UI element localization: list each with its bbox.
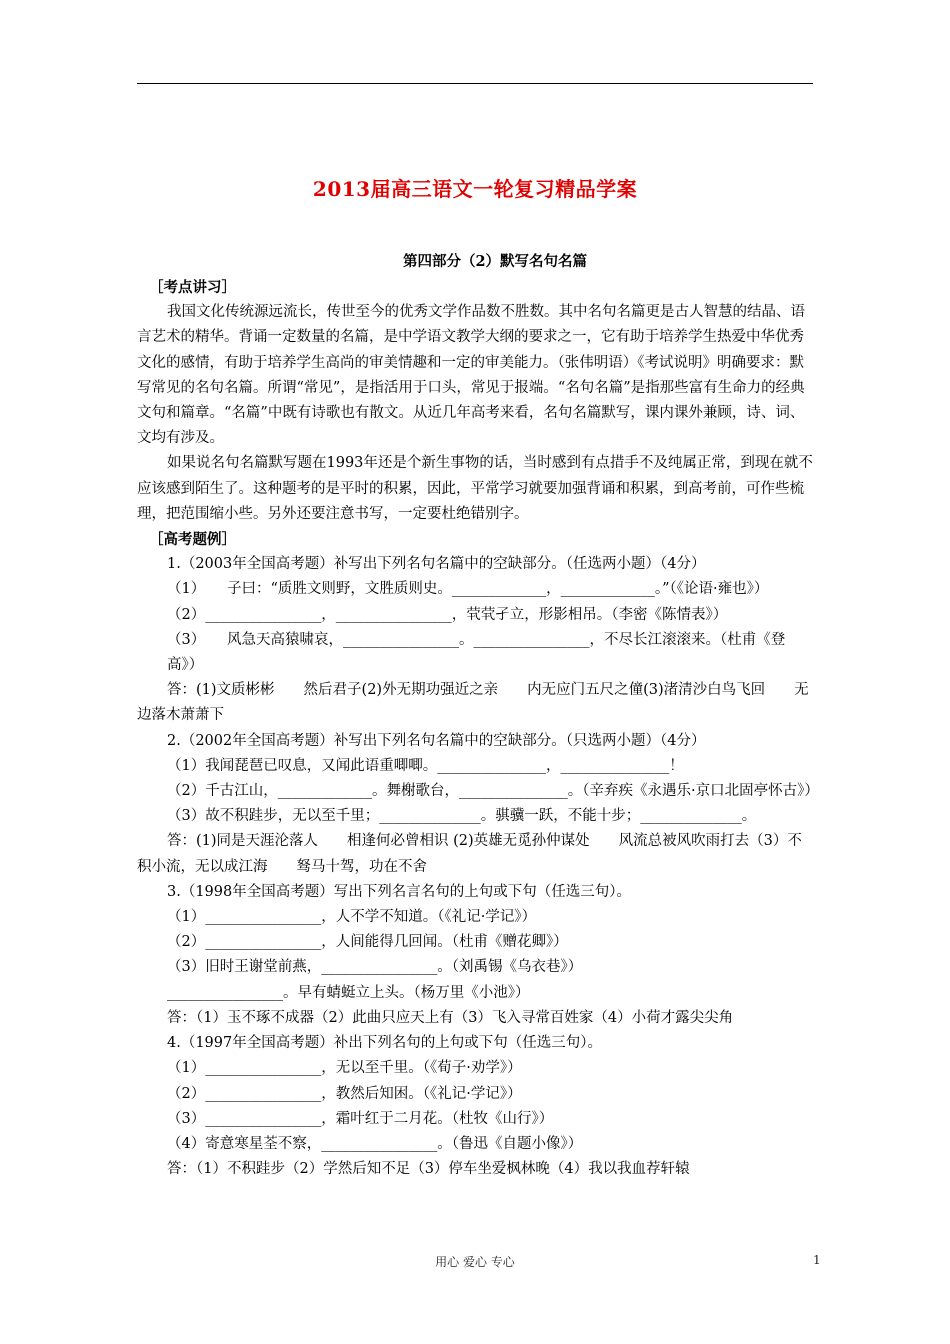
question-3-item-3: （3）旧时王谢堂前燕，________________。（刘禹锡《乌衣巷》） [167, 959, 583, 976]
section-subtitle: 第四部分（2）默写名句名篇 [402, 253, 588, 270]
intro-paragraph-2: 如果说名句名篇默写题在1993年还是个新生事物的话，当时感到有点措手不及纯属正常，到现在就不应该感到陌生了。这种题考的是平时的积累，因此，平常学习就要加强背诵和积累，到高考前，可作些梳理，把范围缩小些。另外还要注意书写，一定要杜绝错别字。 [137, 455, 813, 522]
intro-paragraph-1: 我国文化传统源远流长，传世至今的优秀文学作品数不胜数。其中名句名篇更是古人智慧的结晶、语言艺术的精华。背诵一定数量的名篇，是中学语文教学大纲的要求之一，它有助于培养学生热爱中华优秀文化的感情，有助于培养学生高尚的审美情趣和一定的审美能力。（张伟明语）《考试说明》明确要求：默写常见的名句名篇。所谓“常见”，是指活用于口头，常见于报端。“名句名篇”是指那些富有生命力的经典文句和篇章。“名篇”中既有诗歌也有散文。从近几年高考来看，名句名篇默写，课内课外兼顾，诗、词、文均有涉及。 [137, 304, 805, 447]
question-4-item-1: （1）________________，无以至千里。（《荀子·劝学》） [167, 1060, 522, 1077]
question-2-answer: 答：(1)同是天涯沦落人 相逢何必曾相识 (2)英雄无觅孙仲谋处 风流总被风吹雨打去（3）不积小流，无以成江海 驽马十驾，功在不舍 [137, 833, 802, 875]
question-2-item-2: （2）千古江山，_____________。舞榭歌台，_______________。（辛弃疾《永遇乐·京口北固亭怀古》） [167, 783, 819, 800]
question-1-item-1: （1） 子曰：“质胜文则野，文胜质则史。_____________，_____________。”（《论语·雍也》） [167, 581, 769, 598]
document-body [137, 275, 819, 1182]
question-3-item-1: （1）________________，人不学不知道。（《礼记·学记》） [167, 909, 537, 926]
question-3-stem: 3.（1998年全国高考题）写出下列名言名句的上句或下句（任选三句）。 [167, 883, 631, 900]
question-4-stem: 4.（1997年全国高考题）补出下列名句的上句或下句（任选三句）。 [167, 1035, 602, 1052]
question-1-stem: 1.（2003年全国高考题）补写出下列名句名篇中的空缺部分。（任选两小题）（4分） [167, 556, 706, 573]
header-rule [137, 83, 813, 84]
question-1-answer: 答：(1)文质彬彬 然后君子(2)外无期功强近之亲 内无应门五尺之僮(3)渚清沙白鸟飞回 无边落木萧萧下 [137, 682, 809, 724]
question-3-answer: 答：（1）玉不琢不成器（2）此曲只应天上有（3）飞入寻常百姓家（4）小荷才露尖尖角 [167, 1009, 734, 1026]
page-footer: 用心 爱心 专心 [435, 1255, 515, 1269]
question-4-item-3: （3）________________，霜叶红于二月花。（杜牧《山行》） [167, 1110, 554, 1127]
document-title: 2013届高三语文一轮复习精品学案 [312, 177, 638, 201]
question-2-item-3: （3）故不积跬步，无以至千里；______________。骐骥一跃，不能十步；______________。 [167, 808, 757, 825]
question-2-item-1: （1）我闻琵琶已叹息，又闻此语重唧唧。_______________，_______________！ [167, 757, 684, 774]
question-3-item-2: （2）________________，人间能得几回闻。（杜甫《赠花卿》） [167, 934, 568, 951]
section-heading-kaodian: ［考点讲习］ [149, 279, 236, 296]
question-1-item-3: （3） 风急天高猿啸哀，________________。________________，不尽长江滚滚来。（杜甫《登高》） [167, 631, 786, 674]
question-3-item-4: ________________。早有蜻蜓立上头。（杨万里《小池》） [167, 984, 530, 1001]
page-number: 1 [813, 1253, 821, 1267]
question-4-item-4: （4）寄意寒星荃不察，________________。（鲁迅《自题小像》） [167, 1135, 583, 1152]
question-4-item-2: （2）________________，教然后知困。（《礼记·学记》） [167, 1085, 522, 1102]
question-4-answer: 答：（1）不积跬步（2）学然后知不足（3）停车坐爱枫林晚（4）我以我血荐轩辕 [167, 1161, 690, 1178]
section-heading-gaokao: ［高考题例］ [149, 531, 236, 549]
question-2-stem: 2.（2002年全国高考题）补写出下列名句名篇中的空缺部分。（只选两小题）（4分） [167, 732, 706, 749]
question-1-item-2: （2）________________，________________，茕茕孑立，形影相吊。（李密《陈情表》） [167, 606, 728, 623]
